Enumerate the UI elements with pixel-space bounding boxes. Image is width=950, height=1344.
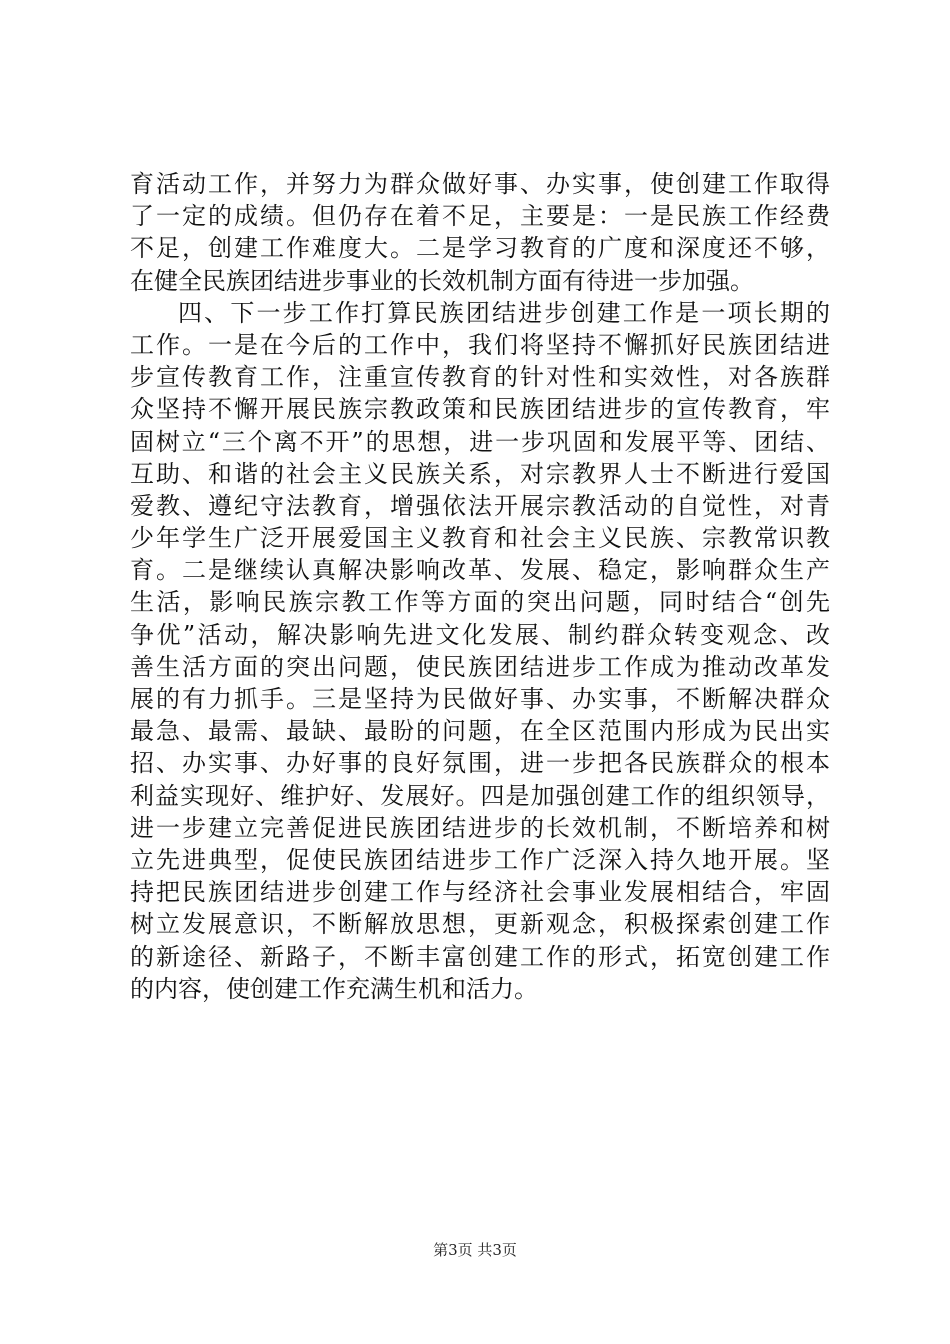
paragraph-line: 工作。一是在今后的工作中，我们将坚持不懈抓好民族团结进 bbox=[130, 330, 830, 359]
paragraph-line: 立先进典型，促使民族团结进步工作广泛深入持久地开展。坚 bbox=[130, 845, 830, 874]
paragraph-line: 的内容，使创建工作充满生机和活力。 bbox=[130, 974, 538, 1003]
paragraph-line: 育活动工作，并努力为群众做好事、办实事，使创建工作取得 bbox=[130, 170, 830, 198]
paragraph bbox=[130, 297, 830, 1005]
paragraph-line: 展的有力抓手。三是坚持为民做好事、办实事，不断解决群众 bbox=[130, 685, 830, 713]
paragraph-line: 了一定的成绩。但仍存在着不足，主要是：一是民族工作经费 bbox=[130, 202, 830, 231]
paragraph-line: 步宣传教育工作，注重宣传教育的针对性和实效性，对各族群 bbox=[130, 363, 830, 392]
paragraph-line: 招、办实事、办好事的良好氛围，进一步把各民族群众的根本 bbox=[130, 749, 830, 778]
paragraph-line: 的新途径、新路子，不断丰富创建工作的形式，拓宽创建工作 bbox=[130, 942, 830, 971]
paragraph-line: 在健全民族团结进步事业的长效机制方面有待进一步加强。 bbox=[130, 266, 754, 295]
page-footer: 第3页 共3页 bbox=[433, 1241, 517, 1259]
paragraph-line: 争优”活动，解决影响先进文化发展、制约群众转变观念、改 bbox=[130, 620, 830, 649]
paragraph-line: 少年学生广泛开展爱国主义教育和社会主义民族、宗教常识教 bbox=[130, 524, 830, 553]
document-body bbox=[130, 168, 830, 1005]
paragraph-line: 互助、和谐的社会主义民族关系，对宗教界人士不断进行爱国 bbox=[130, 459, 830, 488]
paragraph-line: 善生活方面的突出问题，使民族团结进步工作成为推动改革发 bbox=[130, 652, 830, 681]
paragraph-line: 利益实现好、维护好、发展好。四是加强创建工作的组织领导， bbox=[130, 781, 830, 810]
paragraph-line: 进一步建立完善促进民族团结进步的长效机制，不断培养和树 bbox=[130, 813, 830, 842]
paragraph bbox=[130, 168, 830, 297]
paragraph-line: 不足，创建工作难度大。二是学习教育的广度和深度还不够， bbox=[130, 234, 830, 263]
paragraph-line: 最急、最需、最缺、最盼的问题，在全区范围内形成为民出实 bbox=[130, 717, 830, 746]
paragraph-line: 固树立“三个离不开”的思想，进一步巩固和发展平等、团结、 bbox=[130, 427, 830, 456]
paragraph-line: 众坚持不懈开展民族宗教政策和民族团结进步的宣传教育，牢 bbox=[130, 395, 830, 424]
paragraph-line: 树立发展意识，不断解放思想，更新观念，积极探索创建工作 bbox=[130, 910, 830, 939]
paragraph-line: 爱教、遵纪守法教育，增强依法开展宗教活动的自觉性，对青 bbox=[130, 491, 830, 520]
paragraph-line: 持把民族团结进步创建工作与经济社会事业发展相结合，牢固 bbox=[130, 878, 830, 907]
paragraph-line: 育。二是继续认真解决影响改革、发展、稳定，影响群众生产 bbox=[130, 556, 830, 585]
paragraph-line: 生活，影响民族宗教工作等方面的突出问题，同时结合“创先 bbox=[130, 588, 830, 617]
paragraph-line: 四、下一步工作打算民族团结进步创建工作是一项长期的 bbox=[178, 298, 830, 327]
